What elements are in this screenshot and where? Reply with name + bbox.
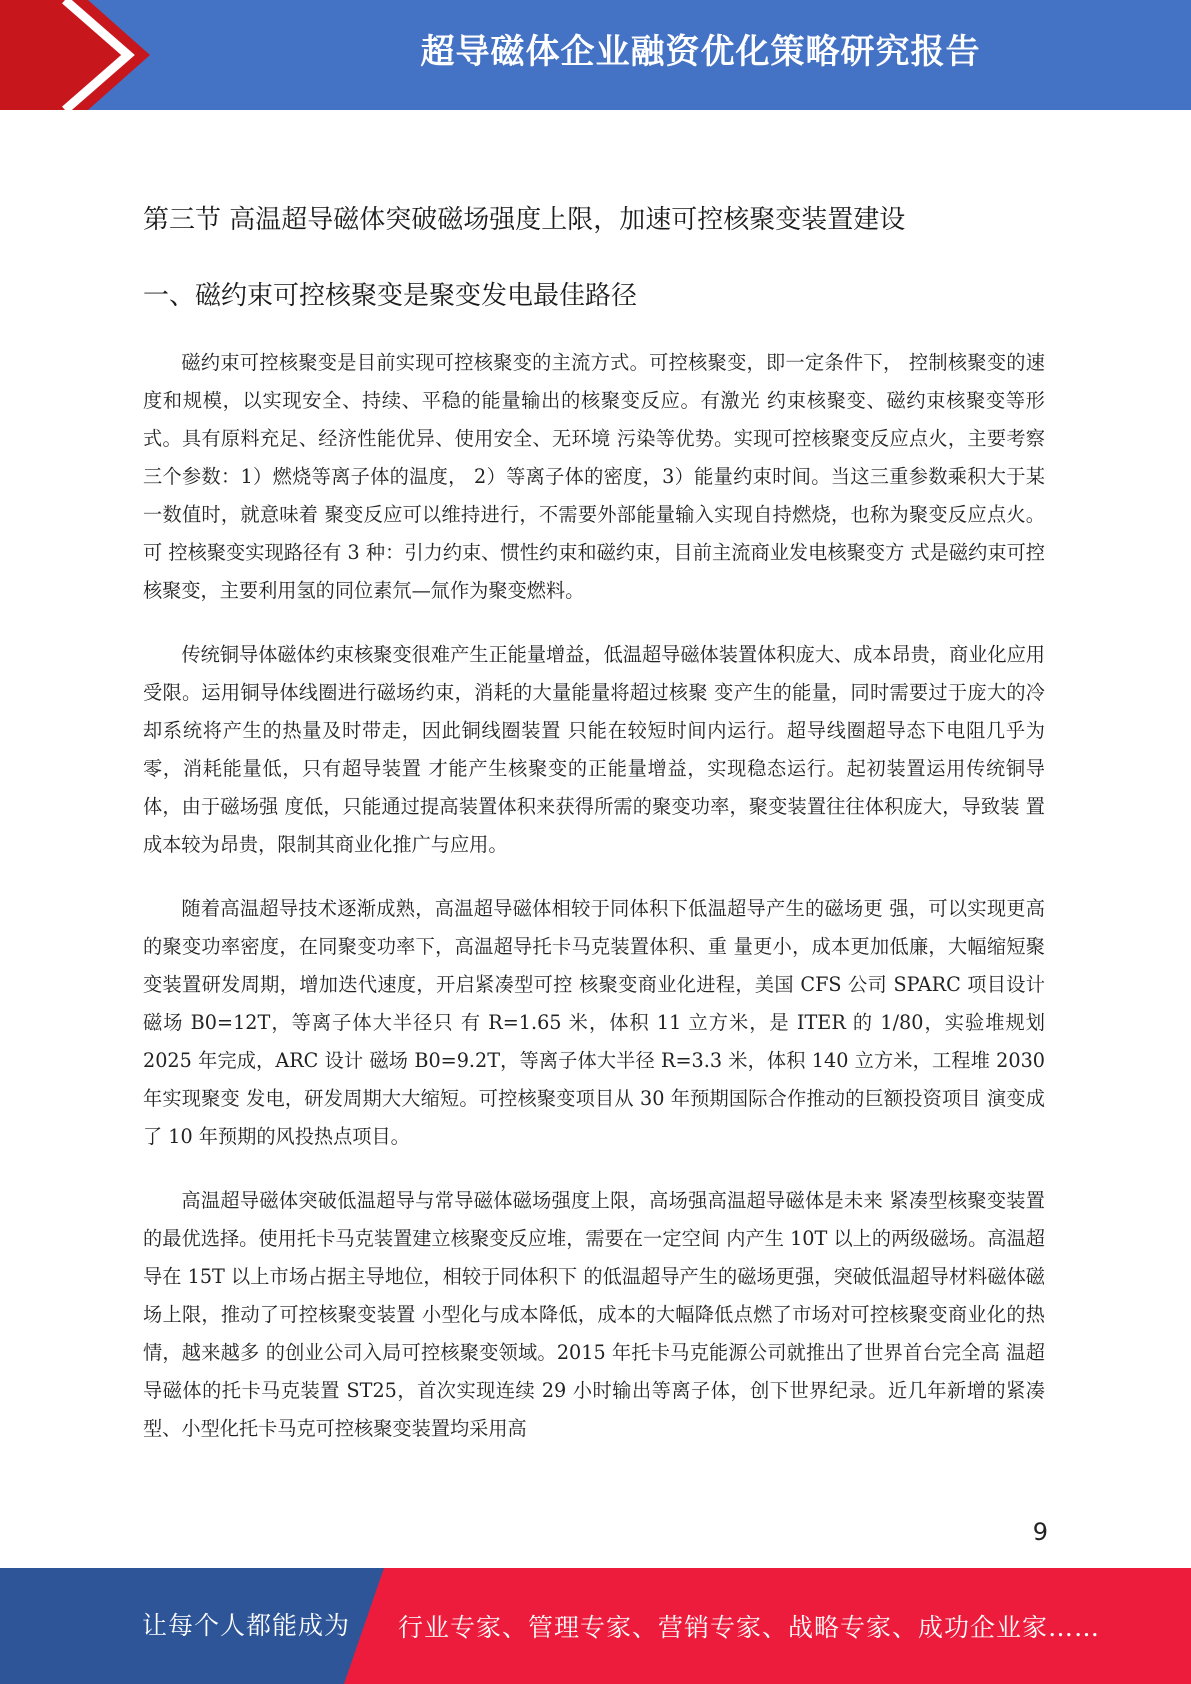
page-content: [143, 196, 1045, 1474]
footer-slogan-left: 让每个人都能成为: [142, 1611, 351, 1640]
report-title: 超导磁体企业融资优化策略研究报告: [420, 32, 981, 72]
footer-slogan-right: 行业专家、管理专家、营销专家、战略专家、成功企业家……: [398, 1613, 1101, 1642]
page-number: 9: [1032, 1518, 1048, 1546]
paragraph-1: 磁约束可控核聚变是目前实现可控核聚变的主流方式。可控核聚变，即一定条件下， 控制核聚变的速度和规模，以实现安全、持续、平稳的能量输出的核聚变反应。有激光 约束核聚变、磁约束核聚变等形式。具有原料充足、经济性能优异、使用安全、无环境 污染等优势。实现可控核聚变反应点火，主要考察三个参数：1）燃烧等离子体的温度， 2）等离子体的密度，3）能量约束时间。当这三重参数乘积大于某一数值时，就意味着 聚变反应可以维持进行，不需要外部能量输入实现自持燃烧，也称为聚变反应点火。可 控核聚变实现路径有 3 种：引力约束、惯性约束和磁约束，目前主流商业发电核聚变方 式是磁约束可控核聚变，主要利用氢的同位素氘—氚作为聚变燃料。: [143, 351, 1045, 602]
paragraph-2: 传统铜导体磁体约束核聚变很难产生正能量增益，低温超导磁体装置体积庞大、成本昂贵，商业化应用受限。运用铜导体线圈进行磁场约束，消耗的大量能量将超过核聚 变产生的能量，同时需要过于庞大的冷却系统将产生的热量及时带走，因此铜线圈装置 只能在较短时间内运行。超导线圈超导态下电阻几乎为零，消耗能量低，只有超导装置 才能产生核聚变的正能量增益，实现稳态运行。起初装置运用传统铜导体，由于磁场强 度低，只能通过提高装置体积来获得所需的聚变功率，聚变装置往往体积庞大，导致装 置成本较为昂贵，限制其商业化推广与应用。: [143, 643, 1045, 856]
subsection-title: 一、磁约束可控核聚变是聚变发电最佳路径: [143, 281, 638, 311]
section-title: 第三节 高温超导磁体突破磁场强度上限，加速可控核聚变装置建设: [143, 205, 906, 235]
paragraph-3: 随着高温超导技术逐渐成熟，高温超导磁体相较于同体积下低温超导产生的磁场更 强，可以实现更高的聚变功率密度，在同聚变功率下，高温超导托卡马克装置体积、重 量更小，成本更加低廉，大幅缩短聚变装置研发周期，增加迭代速度，开启紧凑型可控 核聚变商业化进程，美国 CFS 公司 SPARC 项目设计磁场 B0=12T，等离子体大半径只 有 R=1.65 米，体积 11 立方米，是 ITER 的 1/80，实验堆规划 2025 年完成，ARC 设计 磁场 B0=9.2T，等离子体大半径 R=3.3 米，体积 140 立方米，工程堆 2030 年实现聚变 发电，研发周期大大缩短。可控核聚变项目从 30 年预期国际合作推动的巨额投资项目 演变成了 10 年预期的风投热点项目。: [143, 897, 1045, 1148]
footer-banner: [0, 1568, 1191, 1684]
header-banner: [0, 0, 1191, 110]
paragraph-4: 高温超导磁体突破低温超导与常导磁体磁场强度上限，高场强高温超导磁体是未来 紧凑型核聚变装置的最优选择。使用托卡马克装置建立核聚变反应堆，需要在一定空间 内产生 10T 以上的两级磁场。高温超导在 15T 以上市场占据主导地位，相较于同体积下 的低温超导产生的磁场更强，突破低温超导材料磁体磁场上限，推动了可控核聚变装置 小型化与成本降低，成本的大幅降低点燃了市场对可控核聚变商业化的热情，越来越多 的创业公司入局可控核聚变领域。2015 年托卡马克能源公司就推出了世界首台完全高 温超导磁体的托卡马克装置 ST25，首次实现连续 29 小时输出等离子体，创下世界纪录。近几年新增的紧凑型、小型化托卡马克可控核聚变装置均采用高: [143, 1189, 1045, 1440]
